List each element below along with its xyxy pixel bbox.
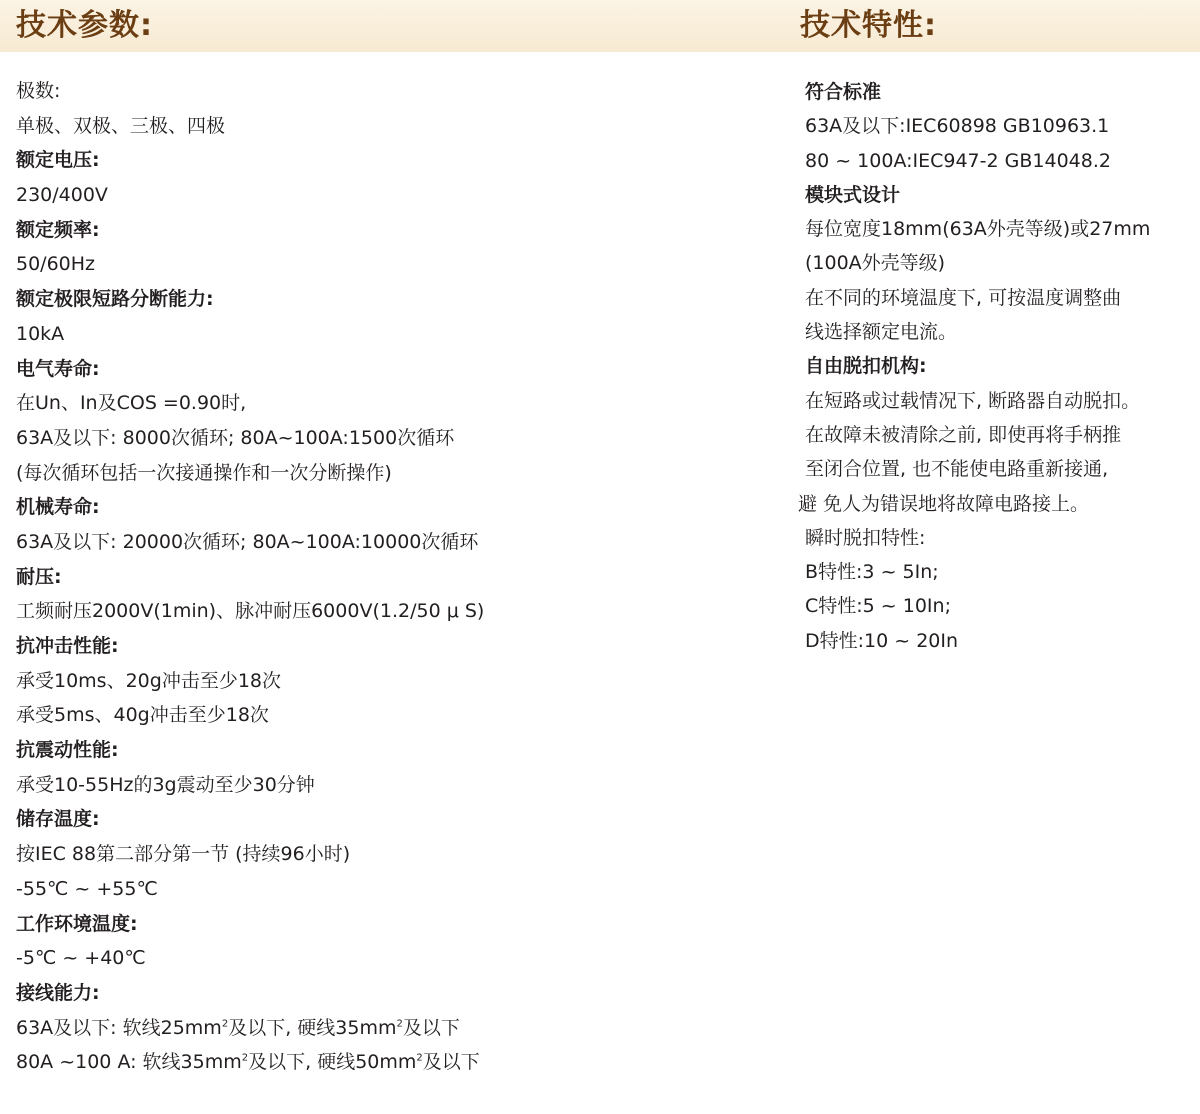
technical-parameters-list bbox=[16, 74, 756, 1080]
technical-parameters-title: 技术参数: bbox=[16, 8, 153, 43]
squared-superscript: 2 bbox=[241, 1052, 249, 1064]
parameter-label: 抗震动性能: bbox=[16, 739, 119, 762]
squared-superscript: 2 bbox=[396, 1018, 403, 1030]
technical-features-title: 技术特性: bbox=[800, 8, 937, 43]
parameter-label: 额定电压: bbox=[16, 149, 100, 172]
parameter-label: 抗冲击性能: bbox=[16, 635, 119, 657]
feature-label: 自由脱扣机构: bbox=[805, 355, 927, 378]
feature-value: 避 免人为错误地将故障电路接上。 bbox=[798, 492, 1090, 515]
feature-value: 80 ~ 100A:IEC947-2 GB14048.2 bbox=[805, 149, 1111, 172]
parameter-label: 额定极限短路分断能力: bbox=[16, 288, 214, 311]
parameter-value: 承受5ms、40g冲击至少18次 bbox=[16, 704, 269, 727]
parameter-label: 电气寿命: bbox=[16, 357, 100, 380]
wire-spec-text: 63A及以下: 软线25mm bbox=[16, 1016, 222, 1039]
parameter-value: 10kA bbox=[16, 322, 65, 345]
feature-value: 瞬时脱扣特性: bbox=[805, 526, 926, 549]
feature-value: (100A外壳等级) bbox=[805, 252, 946, 275]
feature-value: 线选择额定电流。 bbox=[805, 321, 958, 344]
wire-spec-text: 及以下, 硬线50mm bbox=[248, 1051, 417, 1074]
parameter-value bbox=[16, 1045, 756, 1080]
parameter-value: 在Un、In及COS =0.90时, bbox=[16, 392, 247, 415]
feature-value: D特性:10 ~ 20In bbox=[805, 629, 959, 652]
parameter-value: 承受10ms、20g冲击至少18次 bbox=[16, 669, 281, 692]
parameter-label: 接线能力: bbox=[16, 981, 100, 1004]
feature-label: 符合标准 bbox=[805, 81, 882, 103]
feature-label: 模块式设计 bbox=[805, 183, 901, 206]
parameter-label: 储存温度: bbox=[16, 808, 100, 831]
feature-value: 每位宽度18mm(63A外壳等级)或27mm bbox=[805, 218, 1151, 241]
parameter-label: 额定频率: bbox=[16, 218, 100, 241]
parameter-value: -5℃ ~ +40℃ bbox=[16, 947, 146, 970]
feature-value: 在短路或过载情况下, 断路器自动脱扣。 bbox=[805, 389, 1141, 412]
parameter-value: 63A及以下: 20000次循环; 80A~100A:10000次循环 bbox=[16, 530, 479, 553]
parameter-value: (每次循环包括一次接通操作和一次分断操作) bbox=[16, 461, 392, 484]
feature-value: 在故障未被清除之前, 即使再将手柄推 bbox=[805, 423, 1122, 446]
feature-value: C特性:5 ~ 10In; bbox=[805, 595, 951, 618]
parameter-value: 承受10-55Hz的3g震动至少30分钟 bbox=[16, 773, 315, 796]
wire-spec-text: 及以下 bbox=[422, 1051, 480, 1074]
parameter-value: 50/60Hz bbox=[16, 253, 96, 276]
feature-value: 在不同的环境温度下, 可按温度调整曲 bbox=[805, 286, 1122, 309]
parameter-value bbox=[16, 1011, 756, 1046]
squared-superscript: 2 bbox=[221, 1018, 229, 1030]
wire-spec-text: 及以下 bbox=[402, 1016, 460, 1039]
parameter-label: 机械寿命: bbox=[16, 496, 100, 519]
parameter-label: 工作环境温度: bbox=[16, 912, 138, 935]
parameter-value: 单极、双极、三极、四极 bbox=[16, 114, 226, 137]
feature-value: 至闭合位置, 也不能使电路重新接通, bbox=[805, 458, 1109, 481]
wire-spec-text: 80A ~100 A: 软线35mm bbox=[16, 1051, 242, 1074]
parameter-value: 极数: bbox=[16, 80, 61, 102]
feature-value: 63A及以下:IEC60898 GB10963.1 bbox=[805, 115, 1110, 138]
parameter-value: 63A及以下: 8000次循环; 80A~100A:1500次循环 bbox=[16, 426, 455, 449]
feature-value: B特性:3 ~ 5In; bbox=[805, 561, 939, 584]
technical-features-list bbox=[798, 75, 1195, 658]
header-band bbox=[0, 0, 1200, 52]
parameter-value: 工频耐压2000V(1min)、脉冲耐压6000V(1.2/50 μ S) bbox=[16, 600, 485, 623]
wire-spec-text: 及以下, 硬线35mm bbox=[228, 1016, 397, 1039]
parameter-value: 按IEC 88第二部分第一节 (持续96小时) bbox=[16, 843, 351, 866]
parameter-label: 耐压: bbox=[16, 565, 62, 588]
parameter-value: -55℃ ~ +55℃ bbox=[16, 877, 158, 900]
squared-superscript: 2 bbox=[416, 1052, 423, 1064]
parameter-value: 230/400V bbox=[16, 184, 108, 207]
